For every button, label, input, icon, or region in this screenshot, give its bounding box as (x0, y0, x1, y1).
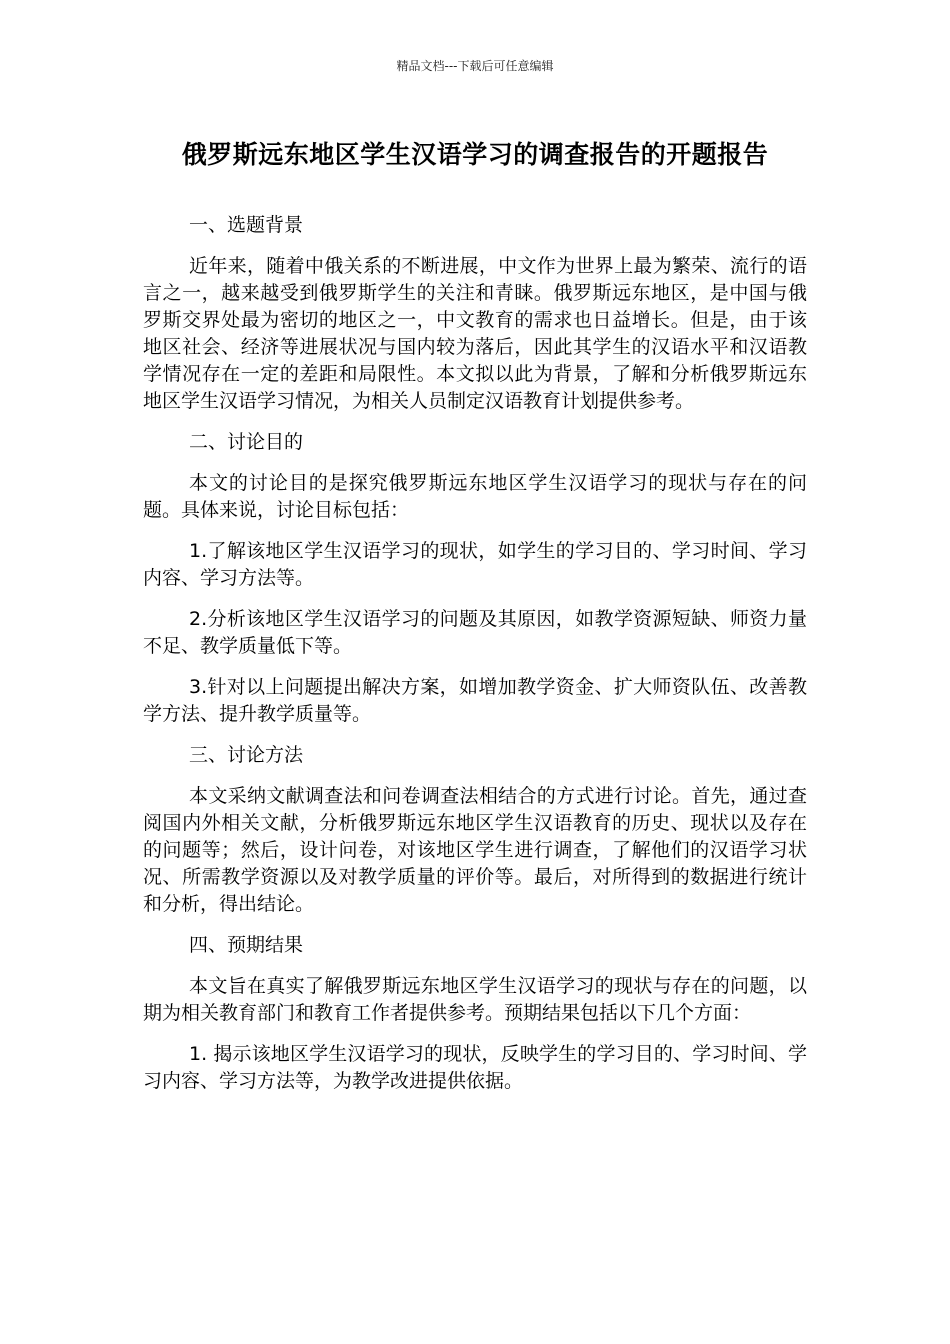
section-heading-method: 三、讨论方法 (189, 744, 304, 766)
purpose-item-2: 2.分析该地区学生汉语学习的问题及其原因，如教学资源短缺、师资力量不足、教学质量低下等。 (143, 608, 807, 657)
document-title: 俄罗斯远东地区学生汉语学习的调查报告的开题报告 (181, 140, 769, 169)
document-body (143, 212, 807, 1109)
paragraph-results: 本文旨在真实了解俄罗斯远东地区学生汉语学习的现状与存在的问题，以期为相关教育部门和教育工作者提供参考。预期结果包括以下几个方面： (143, 975, 807, 1024)
header-note: 精品文档---下载后可任意编辑 (396, 59, 554, 73)
purpose-item-1: 1.了解该地区学生汉语学习的现状，如学生的学习目的、学习时间、学习内容、学习方法等。 (143, 540, 807, 589)
section-heading-background: 一、选题背景 (189, 214, 304, 236)
section-heading-purpose: 二、讨论目的 (189, 431, 304, 453)
paragraph-background: 近年来，随着中俄关系的不断进展，中文作为世界上最为繁荣、流行的语言之一，越来越受到俄罗斯学生的关注和青睐。俄罗斯远东地区，是中国与俄罗斯交界处最为密切的地区之一，中文教育的需求也日益增长。但是，由于该地区社会、经济等进展状况与国内较为落后，因此其学生的汉语水平和汉语教学情况存在一定的差距和局限性。本文拟以此为背景，了解和分析俄罗斯远东地区学生汉语学习情况，为相关人员制定汉语教育计划提供参考。 (143, 255, 807, 412)
purpose-item-3: 3.针对以上问题提出解决方案，如增加教学资金、扩大师资队伍、改善教学方法、提升教学质量等。 (143, 676, 807, 725)
paragraph-method: 本文采纳文献调查法和问卷调查法相结合的方式进行讨论。首先，通过查阅国内外相关文献，分析俄罗斯远东地区学生汉语教育的历史、现状以及存在的问题等；然后，设计问卷，对该地区学生进行调查，了解他们的汉语学习状况、所需教学资源以及对教学质量的评价等。最后，对所得到的数据进行统计和分析，得出结论。 (143, 785, 807, 915)
section-heading-results: 四、预期结果 (189, 934, 304, 956)
paragraph-purpose: 本文的讨论目的是探究俄罗斯远东地区学生汉语学习的现状与存在的问题。具体来说，讨论目标包括： (143, 472, 807, 521)
results-item-1: 1. 揭示该地区学生汉语学习的现状，反映学生的学习目的、学习时间、学习内容、学习方法等，为教学改进提供依据。 (143, 1043, 807, 1092)
